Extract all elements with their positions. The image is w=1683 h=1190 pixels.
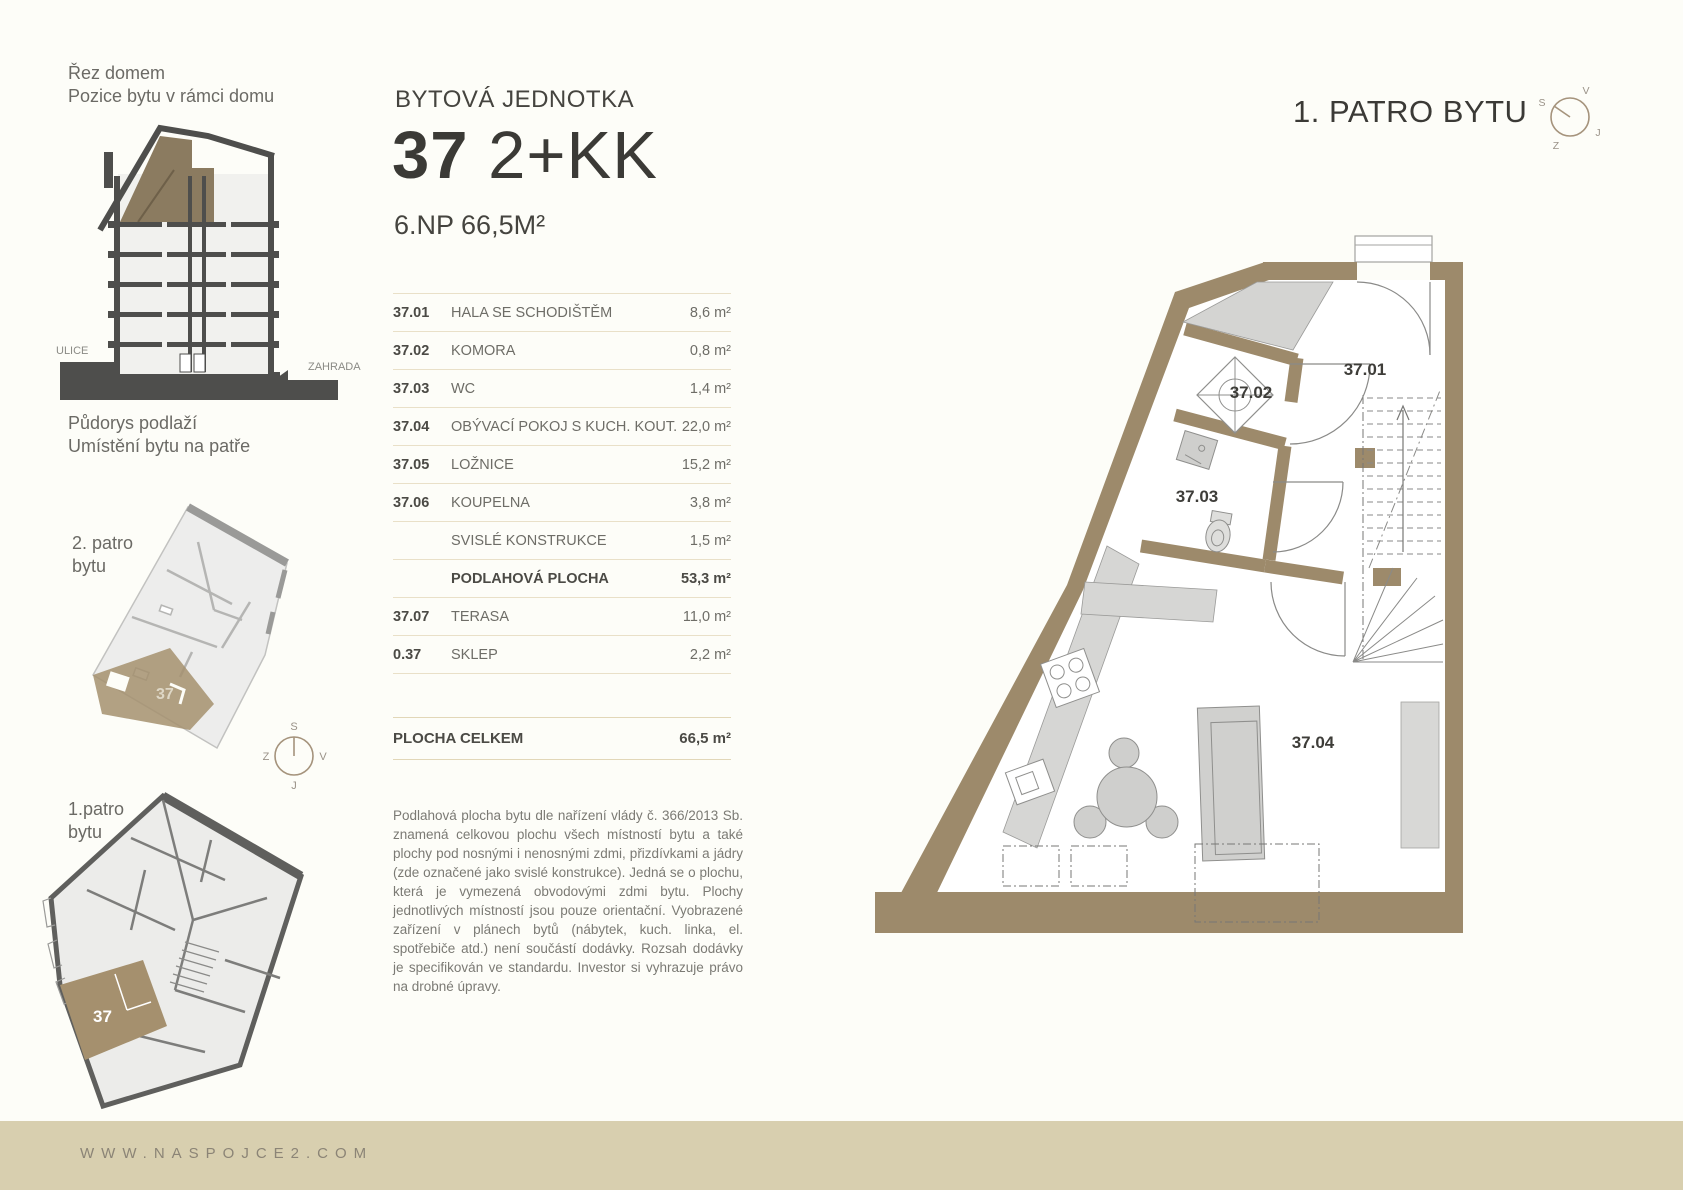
living-wardrobe (1401, 702, 1439, 848)
main-floor-plan (845, 230, 1465, 940)
table-top (1097, 767, 1157, 827)
terrace-outline (1355, 236, 1432, 262)
room-code: 0.37 (393, 646, 422, 663)
room-code: 37.06 (393, 494, 430, 511)
bottom-wall (875, 892, 1463, 933)
floor1-caption-line1: 1.patro (68, 799, 125, 819)
room-area: 15,2 m² (681, 456, 731, 473)
table-row (393, 522, 731, 560)
room-name: KOUPELNA (451, 494, 530, 511)
table-row (393, 408, 731, 446)
floor2-caption-line1: 2. patro (72, 533, 134, 553)
section-heading-line1: Řez domem (68, 63, 166, 83)
entrance-door-2 (194, 354, 205, 372)
chimney (104, 152, 113, 188)
table-row (393, 484, 731, 522)
room-name: WC (451, 380, 476, 397)
garden-ground (274, 380, 338, 400)
street-ground (60, 362, 120, 400)
section-heading (68, 62, 274, 108)
unit-eyebrow: BYTOVÁ JEDNOTKA (395, 86, 635, 113)
room-area: 1,5 m² (689, 532, 731, 549)
storage-right-wall (1291, 358, 1297, 402)
room-code: 37.01 (393, 304, 430, 321)
compass-north: S (290, 721, 298, 733)
street-label: ULICE (56, 345, 89, 357)
compass-south: J (291, 780, 297, 792)
label-wc: 37.03 (1175, 487, 1219, 506)
total-label: PLOCHA CELKEM (393, 730, 524, 747)
compass-south: J (1595, 127, 1601, 139)
compass-needle (1554, 106, 1570, 117)
floor1-plan-thumbnail (35, 730, 335, 1110)
table-row (393, 598, 731, 636)
compass-west: Z (1552, 140, 1560, 152)
floorplan-heading-line2: Umístění bytu na patře (68, 436, 251, 456)
room-name: LOŽNICE (451, 456, 514, 473)
right-wall (1445, 262, 1463, 933)
sofa (1197, 706, 1264, 861)
table-row (393, 294, 731, 332)
room-name: OBÝVACÍ POKOJ S KUCH. KOUT. (451, 418, 678, 435)
label-hall: 37.01 (1343, 360, 1387, 379)
entrance-door (180, 354, 191, 372)
unit-layout: 2+KK (488, 118, 658, 193)
room-area: 11,0 m² (682, 608, 731, 625)
floorplan-heading-line1: Půdorys podlaží (68, 413, 198, 433)
floor2-caption-line2: bytu (72, 556, 107, 576)
room-name: TERASA (451, 608, 510, 625)
table-row (393, 332, 731, 370)
compass-east: V (1582, 85, 1590, 97)
building-section-diagram (42, 112, 372, 412)
unit-title (392, 118, 658, 193)
label-living: 37.04 (1291, 733, 1335, 752)
footer-bar (0, 1121, 1683, 1190)
room-area: 22,0 m² (681, 418, 731, 435)
table-row (393, 636, 731, 674)
table-row (393, 446, 731, 484)
top-wall (1263, 262, 1357, 280)
compass-east: V (319, 751, 327, 763)
table-row (393, 370, 731, 408)
room-name: SVISLÉ KONSTRUKCE (451, 532, 607, 549)
total-value: 66,5 m² (679, 730, 731, 747)
garden-label: ZAHRADA (308, 361, 361, 373)
unit-number: 37 (392, 118, 469, 193)
plan-title: 1. PATRO BYTU (1293, 94, 1528, 129)
label-storage: 37.02 (1229, 383, 1273, 402)
room-name: HALA SE SCHODIŠTĚM (451, 304, 613, 321)
room-code: 37.07 (393, 608, 430, 625)
table-row-floor-area (393, 560, 731, 598)
room-name: PODLAHOVÁ PLOCHA (451, 570, 609, 587)
compass-west: Z (262, 751, 270, 763)
room-area: 3,8 m² (689, 494, 731, 511)
chair (1109, 738, 1139, 768)
compass-rotated-icon (1520, 75, 1630, 167)
floor2-unit-number: 37 (156, 686, 174, 703)
room-area: 8,6 m² (689, 304, 731, 321)
room-name: KOMORA (451, 342, 516, 359)
room-name: SKLEP (451, 646, 498, 663)
floor1-caption-line2: bytu (68, 822, 103, 842)
floor1-outline (51, 796, 301, 1106)
room-area: 0,8 m² (689, 342, 731, 359)
room-code: 37.02 (393, 342, 430, 359)
room-table (393, 293, 731, 674)
floor1-unit-number: 37 (93, 1007, 112, 1026)
building-ground (112, 372, 280, 400)
room-area: 53,3 m² (681, 570, 731, 587)
unit-floor-info: 6.NP 66,5M² (394, 210, 546, 240)
room-code: 37.04 (393, 418, 430, 435)
room-area: 2,2 m² (689, 646, 731, 663)
compass-letters (1538, 85, 1600, 152)
footer-website: WWW.NASPOJCE2.COM (80, 1145, 374, 1162)
total-row (393, 717, 731, 760)
compass-north: S (1538, 97, 1546, 109)
disclaimer-text: Podlahová plocha bytu dle nařízení vlády č. 366/2013 Sb. znamená celkovou plochu všech místností bytu a také plochy pod nosnými i nenosnými zdmi, přizdívkami a jádry (zde označené jako svislé konstrukce). Jedná se o plochu, která je vymezená obvodovými zdmi bytu. Plochy jednotlivých místností jsou pouze orientační. Vyobrazené zařízení v plánech bytů (nábytek, kuch. linka, el. spotřebiče atd.) není součástí dodávky. Rozsah dodávky je specifikován ve standardu. Investor si vyhrazuje právo na drobné úpravy. (393, 808, 743, 994)
room-code: 37.03 (393, 380, 430, 397)
stair-pier (1355, 448, 1375, 468)
room-code: 37.05 (393, 456, 430, 473)
section-heading-line2: Pozice bytu v rámci domu (68, 86, 275, 106)
room-area: 1,4 m² (689, 380, 731, 397)
